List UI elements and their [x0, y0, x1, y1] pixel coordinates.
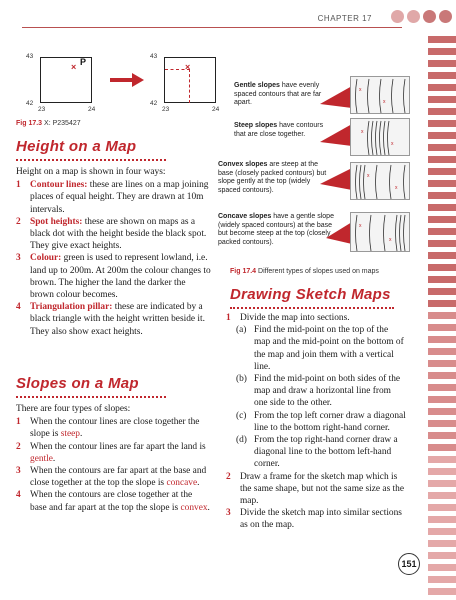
edge-stripes — [428, 0, 456, 600]
edge-stripe — [428, 240, 456, 247]
axis-label-x-right: 24 — [88, 106, 96, 113]
slope-label-gentle: Gentle slopes have evenly spaced contours that are far apart. — [234, 82, 322, 106]
edge-stripe — [428, 264, 456, 271]
caption-label: Fig 17.4 — [230, 268, 257, 275]
section-heading-slopes: Slopes on a Map — [16, 375, 139, 392]
slopes-section-body — [16, 403, 211, 514]
edge-stripe — [428, 528, 456, 535]
edge-stripe — [428, 456, 456, 463]
axis-label-x-left: 23 — [162, 106, 170, 113]
sub-item-text: From the top right-hand corner draw a diagonal line to the bottom left-hand corner. — [254, 435, 398, 470]
list-item — [16, 179, 211, 216]
item-text: Draw a frame for the sketch map which is the same shape, but not the same size as the map. — [240, 471, 405, 507]
item-text: When the contours are far apart at the base and close together at the top the slope is concave. — [30, 466, 207, 489]
header-rule — [22, 27, 402, 28]
svg-text:x: x — [359, 223, 362, 229]
sub-list-item — [236, 324, 406, 373]
edge-stripe — [428, 48, 456, 55]
item-number: 4 — [16, 302, 21, 313]
item-text: When the contour lines are close together the slope is steep. — [30, 417, 200, 440]
item-number: 3 — [226, 508, 231, 519]
convex-slope-diagram — [350, 162, 410, 200]
axis-label-y-bottom: 42 — [26, 100, 34, 107]
edge-stripe — [428, 324, 456, 331]
pointer-wedge — [320, 86, 352, 108]
item-text: Spot heights: these are shown on maps as a black dot with the height beside the black spot. They give exact heights. — [30, 216, 207, 252]
concave-slope-diagram — [350, 212, 410, 252]
item-text: When the contours are close together at the base and far apart at the top the slope is convex. — [30, 490, 210, 513]
svg-text:x: x — [359, 87, 362, 93]
list-item — [16, 489, 211, 513]
edge-stripe — [428, 36, 456, 43]
item-text: Divide the map into sections. — [240, 313, 350, 323]
sub-item-text: Find the mid-point on both sides of the map and draw a horizontal line from one side to the other. — [254, 374, 401, 409]
item-number: 2 — [16, 441, 21, 452]
edge-stripe — [428, 576, 456, 583]
edge-stripe — [428, 468, 456, 475]
list-item — [16, 441, 211, 465]
edge-stripe — [428, 180, 456, 187]
header-dot — [407, 10, 420, 23]
item-number: 2 — [16, 216, 21, 227]
chapter-label: CHAPTER 17 — [317, 14, 372, 23]
header-dot — [439, 10, 452, 23]
axis-label-x-right: 24 — [212, 106, 220, 113]
list-item — [16, 416, 211, 440]
edge-stripe — [428, 408, 456, 415]
list-item — [16, 216, 211, 253]
sub-item-text: Find the mid-point on the top of the map and the mid-point on the bottom of the map and join them with a vertical line. — [254, 325, 404, 372]
header-dots — [391, 10, 452, 23]
edge-stripe — [428, 144, 456, 151]
list-item — [226, 471, 406, 508]
point-label: P — [80, 57, 87, 67]
item-number: 3 — [16, 253, 21, 264]
heading-underline — [16, 159, 166, 161]
edge-stripe — [428, 384, 456, 391]
section-heading-height: Height on a Map — [16, 138, 137, 155]
edge-stripe — [428, 588, 456, 595]
edge-stripe — [428, 432, 456, 439]
svg-text:x: x — [367, 173, 370, 179]
item-text: Contour lines: these are lines on a map joining places of equal height. They are drawn at 10m intervals. — [30, 180, 209, 215]
caption-text: Different types of slopes used on maps — [258, 268, 379, 275]
list-item — [226, 312, 406, 324]
item-number: 1 — [16, 417, 21, 428]
fig-17-4-caption — [230, 268, 379, 275]
edge-stripe — [428, 420, 456, 427]
sub-item-text: From the top left corner draw a diagonal line to the bottom right-hand corner. — [254, 410, 406, 433]
slope-label-concave: Concave slopes have a gentle slope (widely spaced contours) at the base but become steep at the top (closely packed contours). — [218, 213, 334, 246]
arrow-right-icon — [110, 73, 144, 87]
edge-stripe — [428, 288, 456, 295]
page-number: 151 — [398, 553, 420, 575]
edge-stripe — [428, 132, 456, 139]
edge-stripe — [428, 480, 456, 487]
svg-text:x: x — [391, 141, 394, 147]
header-dot — [423, 10, 436, 23]
edge-stripe — [428, 348, 456, 355]
list-item — [226, 507, 406, 531]
edge-stripe — [428, 204, 456, 211]
axis-label-y-top: 43 — [150, 53, 158, 60]
edge-stripe — [428, 252, 456, 259]
edge-stripe — [428, 444, 456, 451]
edge-stripe — [428, 120, 456, 127]
edge-stripe — [428, 300, 456, 307]
item-text: Colour: green is used to represent lowland, i.e. land up to 200m. At 200m the colour changes to brown. The higher the land the darker the brown colour becomes. — [30, 253, 211, 301]
edge-stripe — [428, 84, 456, 91]
sub-item-letter: (d) — [236, 435, 247, 446]
sub-item-letter: (c) — [236, 410, 247, 421]
edge-stripe — [428, 168, 456, 175]
item-number: 2 — [226, 471, 231, 482]
caption-label: Fig 17.3 — [16, 120, 43, 127]
edge-stripe — [428, 216, 456, 223]
svg-text:x: x — [383, 99, 386, 105]
edge-stripe — [428, 312, 456, 319]
northing-guide-line — [189, 69, 190, 103]
list-item — [16, 465, 211, 489]
sketch-section-body — [226, 312, 406, 532]
edge-stripe — [428, 372, 456, 379]
header-dot — [391, 10, 404, 23]
steep-slope-diagram — [350, 118, 410, 156]
pointer-wedge — [320, 124, 352, 146]
svg-text:x: x — [361, 129, 364, 135]
sub-list-item — [236, 373, 406, 410]
section-heading-sketch-maps: Drawing Sketch Maps — [230, 286, 391, 303]
edge-stripe — [428, 156, 456, 163]
edge-stripe — [428, 552, 456, 559]
item-number: 3 — [16, 466, 21, 477]
item-number: 4 — [16, 490, 21, 501]
list-item — [16, 252, 211, 301]
edge-stripe — [428, 72, 456, 79]
caption-text: X: P235427 — [44, 120, 81, 127]
edge-stripe — [428, 228, 456, 235]
edge-stripe — [428, 192, 456, 199]
edge-stripe — [428, 360, 456, 367]
edge-stripe — [428, 540, 456, 547]
sub-item-letter: (b) — [236, 374, 247, 385]
edge-stripe — [428, 504, 456, 511]
edge-stripe — [428, 336, 456, 343]
item-number: 1 — [226, 313, 231, 323]
axis-label-y-top: 43 — [26, 53, 34, 60]
heading-underline — [230, 307, 394, 309]
item-text: When the contour lines are far apart the land is gentle. — [30, 441, 206, 464]
edge-stripe — [428, 60, 456, 67]
location-mark: × — [185, 62, 191, 72]
edge-stripe — [428, 396, 456, 403]
item-text: Triangulation pillar: these are indicated by a black triangle with the height written beside it. They also show exact heights. — [30, 302, 205, 337]
edge-stripe — [428, 276, 456, 283]
edge-stripe — [428, 516, 456, 523]
heading-underline — [16, 396, 166, 398]
slope-label-convex: Convex slopes are steep at the base (closely packed contours) but slope gently at the top (widely spaced contours). — [218, 161, 327, 194]
axis-label-x-left: 23 — [38, 106, 46, 113]
edge-stripe — [428, 96, 456, 103]
height-section-body — [16, 166, 211, 338]
edge-stripe — [428, 492, 456, 499]
edge-stripe — [428, 564, 456, 571]
gentle-slope-diagram — [350, 76, 410, 114]
sub-list-item — [236, 434, 406, 471]
item-text: Divide the sketch map into similar sections as on the map. — [240, 508, 402, 531]
list-item — [16, 301, 211, 338]
fig-17-3-caption — [16, 120, 81, 127]
sub-list-item — [236, 410, 406, 434]
item-number: 1 — [16, 180, 21, 191]
svg-text:x: x — [389, 237, 392, 243]
sub-item-letter: (a) — [236, 325, 247, 336]
location-mark: × — [71, 62, 77, 72]
slopes-intro: There are four types of slopes: — [16, 404, 131, 414]
height-intro: Height on a map is shown in four ways: — [16, 167, 166, 177]
pointer-wedge — [320, 168, 352, 190]
svg-text:x: x — [395, 185, 398, 191]
axis-label-y-bottom: 42 — [150, 100, 158, 107]
edge-stripe — [428, 108, 456, 115]
pointer-wedge — [326, 222, 352, 244]
slope-label-steep: Steep slopes have contours that are close together. — [234, 122, 324, 138]
